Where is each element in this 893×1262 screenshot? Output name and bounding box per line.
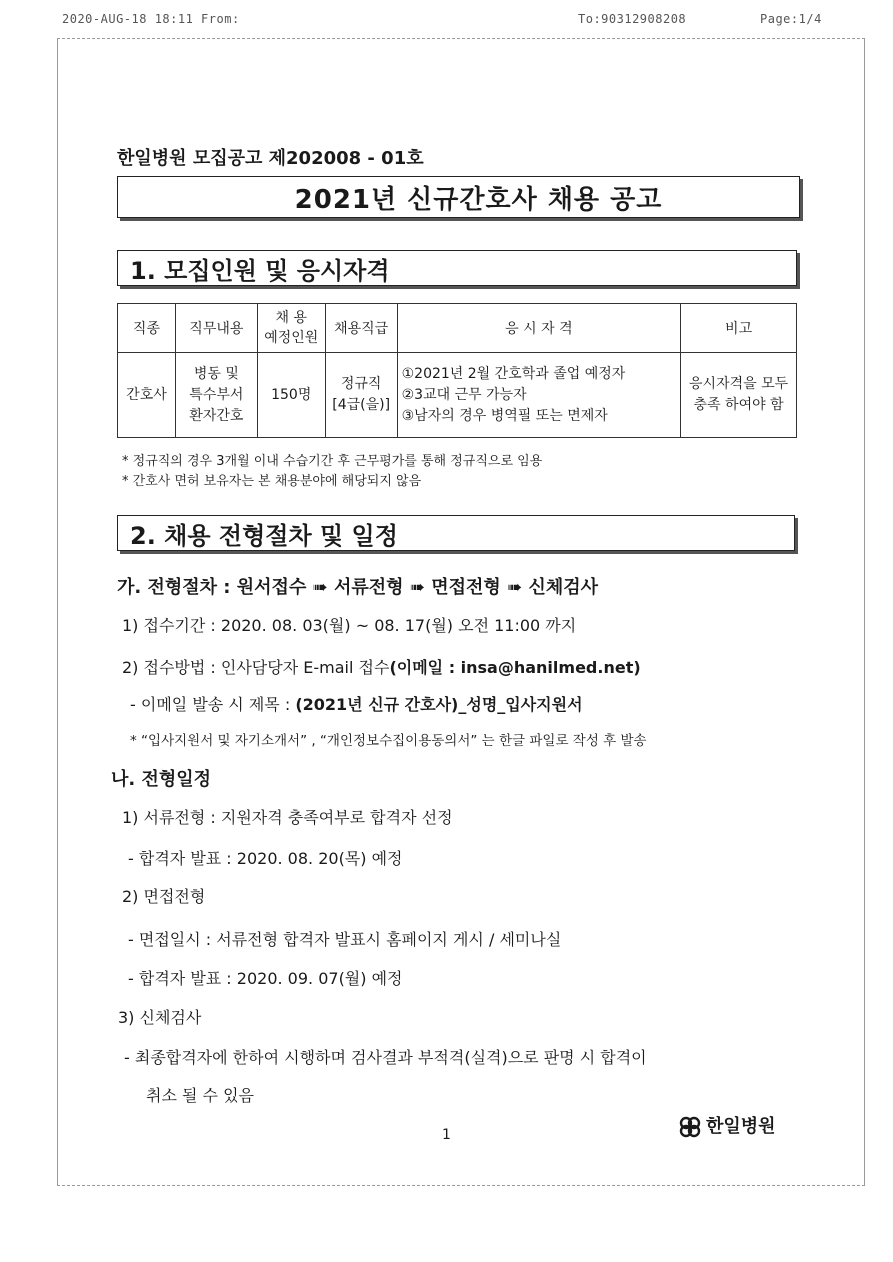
header-duty: 직무내용 — [175, 304, 257, 353]
step-application: 원서접수 — [236, 577, 307, 598]
physical-heading: 3) 신체검사 — [118, 1008, 202, 1027]
cell-remark: 응시자격을 모두 충족 하여야 함 — [681, 353, 797, 438]
arrow-icon: ➠ — [409, 577, 425, 598]
header-job: 직종 — [118, 304, 176, 353]
cell-grade: 정규직 [4급(을)] — [325, 353, 397, 438]
procedure-line — [117, 573, 598, 599]
interview-date: - 면접일시 : 서류전형 합격자 발표시 홈페이지 게시 / 세미나실 — [128, 930, 562, 949]
qualification-item: ③남자의 경우 병역필 또는 면제자 — [401, 407, 608, 424]
reception-period: 1) 접수기간 : 2020. 08. 03(월) ~ 08. 17(월) 오전 11:00 까지 — [122, 616, 577, 635]
hospital-logo-name: 한일병원 — [706, 1116, 776, 1137]
interview-heading: 2) 면접전형 — [122, 887, 206, 906]
table-header-row — [118, 304, 797, 353]
reception-method: 2) 접수방법 : 인사담당자 E-mail 접수 — [122, 658, 390, 677]
document-screening: 1) 서류전형 : 지원자격 충족여부로 합격자 선정 — [122, 808, 453, 827]
cell-qualifications — [397, 353, 681, 438]
page-number: 1 — [442, 1127, 451, 1143]
note-license: * 간호사 면허 보유자는 본 채용분야에 해당되지 않음 — [122, 474, 422, 489]
schedule-heading: 나. 전형일정 — [111, 769, 212, 790]
procedure-label: 가. 전형절차 : — [117, 577, 237, 598]
hospital-logo-icon — [678, 1115, 702, 1139]
table-row — [118, 353, 797, 438]
fax-recipient: To:90312908208 — [578, 12, 687, 26]
arrow-icon: ➠ — [507, 577, 523, 598]
qualification-item: ②3교대 근무 가능자 — [401, 386, 527, 403]
recruit-table — [117, 303, 797, 438]
cell-duty: 병동 및 특수부서 환자간호 — [175, 353, 257, 438]
arrow-icon: ➠ — [312, 577, 328, 598]
notice-number: 한일병원 모집공고 제202008 - 01호 — [117, 148, 424, 169]
cell-job: 간호사 — [118, 353, 176, 438]
interview-announcement: - 합격자 발표 : 2020. 09. 07(월) 예정 — [128, 969, 403, 988]
hospital-logo — [678, 1115, 776, 1139]
attachment-note: * “입사지원서 및 자기소개서” , “개인정보수집이용동의서” 는 한글 파일로 작성 후 발송 — [130, 733, 647, 749]
cell-count: 150명 — [257, 353, 325, 438]
title-box — [117, 176, 800, 218]
step-physical: 신체검사 — [528, 577, 598, 598]
physical-note-line2: 취소 될 수 있음 — [146, 1086, 254, 1105]
fax-page: Page:1/4 — [760, 12, 822, 26]
header-qualifications: 응 시 자 격 — [397, 304, 681, 353]
step-interview: 면접전형 — [431, 577, 501, 598]
email-address: (이메일 : insa@hanilmed.net) — [389, 658, 641, 677]
section2-heading-box — [117, 515, 795, 551]
email-subject-line — [130, 692, 583, 715]
section1-title: 1. 모집인원 및 응시자격 — [130, 256, 390, 285]
header-count: 채 용 예정인원 — [257, 304, 325, 353]
step-document: 서류전형 — [334, 577, 404, 598]
header-remark: 비고 — [681, 304, 797, 353]
document-announcement: - 합격자 발표 : 2020. 08. 20(목) 예정 — [128, 849, 403, 868]
section2-title: 2. 채용 전형절차 및 일정 — [130, 521, 398, 550]
reception-method-line — [122, 655, 641, 678]
email-subject-format: (2021년 신규 간호사)_성명_입사지원서 — [295, 695, 583, 714]
section1-heading-box — [117, 250, 797, 286]
fax-timestamp: 2020-AUG-18 18:11 From: — [62, 12, 240, 26]
note-probation: * 정규직의 경우 3개월 이내 수습기간 후 근무평가를 통해 정규직으로 임용 — [122, 454, 543, 469]
page-title: 2021년 신규간호사 채용 공고 — [294, 184, 663, 215]
email-subject-prefix: - 이메일 발송 시 제목 : — [130, 695, 296, 714]
physical-note-line1: - 최종합격자에 한하여 시행하며 검사결과 부적격(실격)으로 판명 시 합격이 — [124, 1048, 647, 1067]
header-grade: 채용직급 — [325, 304, 397, 353]
qualification-item: ①2021년 2월 간호학과 졸업 예정자 — [401, 365, 626, 382]
